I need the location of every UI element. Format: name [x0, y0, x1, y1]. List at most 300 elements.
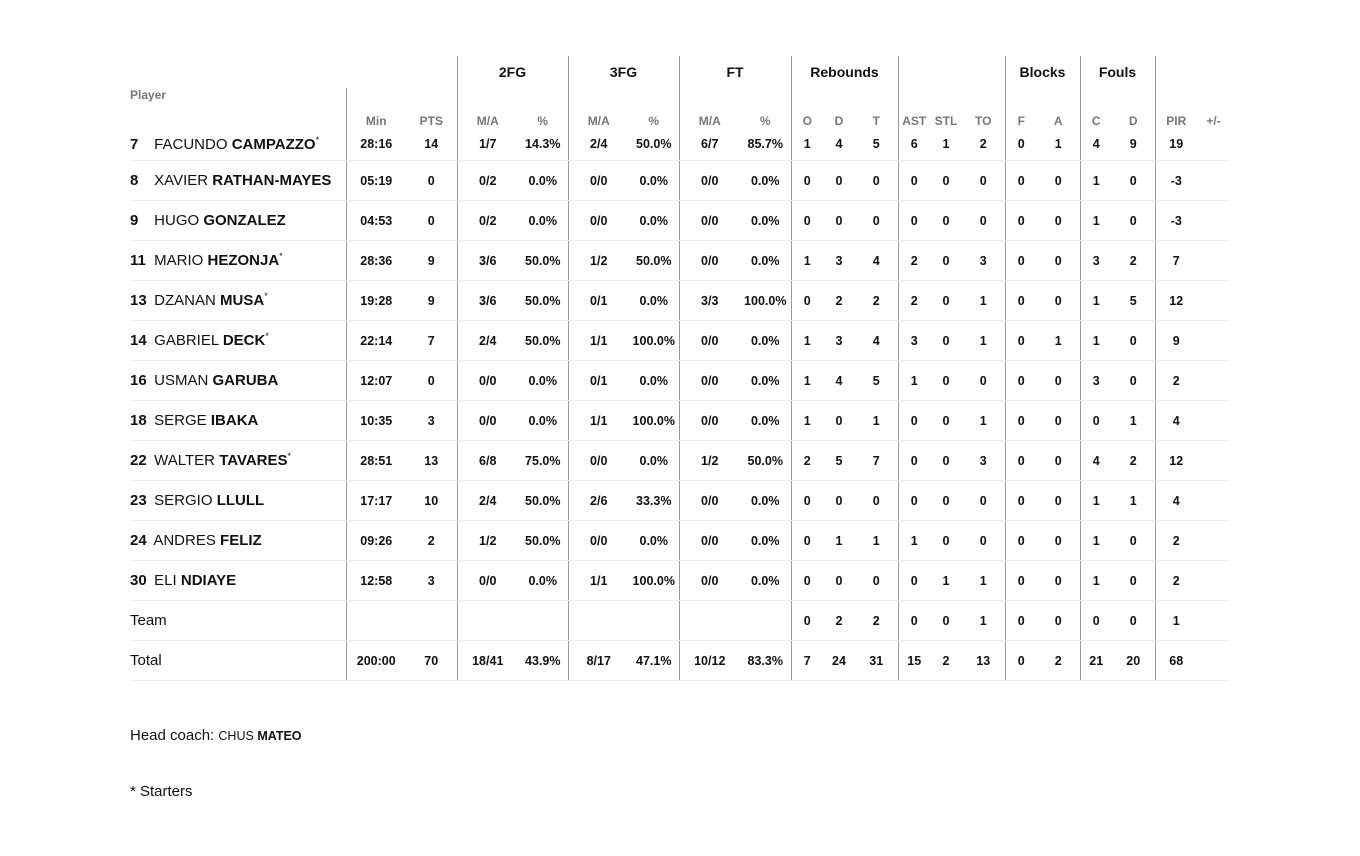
column-header-row	[130, 88, 1230, 128]
stat-fc: 4	[1080, 128, 1112, 161]
stat-to: 0	[962, 201, 1005, 241]
player-number: 16	[130, 372, 147, 389]
stat-fg3-ma: 0/1	[568, 281, 629, 321]
stat-fg3-ma: 0/0	[568, 201, 629, 241]
stat-fc: 1	[1080, 521, 1112, 561]
player-number: 11	[130, 252, 146, 269]
stat-fg3-ma: 0/0	[568, 161, 629, 201]
stat-fc: 1	[1080, 281, 1112, 321]
player-name-cell[interactable]	[130, 481, 346, 521]
player-row[interactable]	[130, 481, 1230, 521]
starter-mark: *	[264, 291, 268, 301]
stat-min: 10:35	[346, 401, 406, 441]
stat-fg3-pct: 0.0%	[629, 441, 679, 481]
player-first-name: ELI	[154, 572, 177, 589]
player-number: 13	[130, 292, 147, 309]
stat-fg3-ma: 1/1	[568, 401, 629, 441]
stat-to: 0	[962, 161, 1005, 201]
col-to: TO	[962, 88, 1005, 128]
total-row-fg3-pct: 47.1%	[629, 641, 679, 681]
stat-o: 1	[791, 241, 823, 281]
player-row[interactable]	[130, 401, 1230, 441]
stat-fg2-pct: 0.0%	[518, 201, 568, 241]
stat-fd: 2	[1112, 241, 1155, 281]
col-blk-f: F	[1017, 114, 1025, 128]
total-row-fg2-ma: 18/41	[457, 641, 518, 681]
team-row-bf: 0	[1005, 601, 1037, 641]
player-name-cell[interactable]	[130, 361, 346, 401]
total-row-fc: 21	[1080, 641, 1112, 681]
stat-ast: 1	[898, 521, 930, 561]
stat-to: 1	[962, 281, 1005, 321]
stat-pm	[1197, 161, 1230, 201]
stat-ft-pct: 0.0%	[740, 241, 791, 281]
stat-ft-pct: 0.0%	[740, 481, 791, 521]
player-row[interactable]	[130, 128, 1230, 161]
total-row-ast: 15	[898, 641, 930, 681]
player-row[interactable]	[130, 561, 1230, 601]
stat-fg3-ma: 2/4	[568, 128, 629, 161]
stat-ft-ma: 0/0	[679, 481, 740, 521]
stat-ba: 1	[1037, 321, 1080, 361]
player-last-name: TAVARES	[219, 452, 288, 469]
stat-ft-ma: 0/0	[679, 321, 740, 361]
stat-ft-pct: 100.0%	[740, 281, 791, 321]
stat-fg2-ma: 0/0	[457, 361, 518, 401]
stat-fg2-ma: 6/8	[457, 441, 518, 481]
stat-pts: 14	[406, 128, 457, 161]
stat-pir: 19	[1155, 128, 1197, 161]
stat-bf: 0	[1005, 201, 1037, 241]
stat-stl: 0	[930, 401, 962, 441]
stat-fg2-ma: 3/6	[457, 241, 518, 281]
stat-stl: 0	[930, 321, 962, 361]
team-row-ba: 0	[1037, 601, 1080, 641]
stat-pir: 4	[1155, 481, 1197, 521]
player-name-cell[interactable]	[130, 321, 346, 361]
player-name-cell[interactable]	[130, 561, 346, 601]
team-row-d: 2	[823, 601, 855, 641]
stat-to: 1	[962, 401, 1005, 441]
team-row-ast: 0	[898, 601, 930, 641]
stat-t: 1	[855, 521, 898, 561]
stat-ba: 0	[1037, 441, 1080, 481]
stat-pts: 10	[406, 481, 457, 521]
stat-pir: 4	[1155, 401, 1197, 441]
stat-bf: 0	[1005, 321, 1037, 361]
player-number: 14	[130, 332, 147, 349]
player-row[interactable]	[130, 241, 1230, 281]
stat-pts: 0	[406, 201, 457, 241]
stat-d: 2	[823, 281, 855, 321]
stat-ft-ma: 0/0	[679, 561, 740, 601]
stat-t: 4	[855, 321, 898, 361]
stat-to: 1	[962, 561, 1005, 601]
player-name-cell[interactable]	[130, 128, 346, 161]
stat-fg3-pct: 0.0%	[629, 521, 679, 561]
player-first-name: FACUNDO	[154, 135, 228, 153]
stat-t: 1	[855, 401, 898, 441]
team-row-fg3-ma	[568, 601, 629, 641]
stat-pir: 2	[1155, 561, 1197, 601]
total-row	[130, 641, 1230, 681]
stat-stl: 0	[930, 201, 962, 241]
player-number: 23	[130, 492, 147, 509]
stat-t: 5	[855, 128, 898, 161]
stat-fg3-ma: 1/2	[568, 241, 629, 281]
stat-min: 05:19	[346, 161, 406, 201]
stat-fc: 1	[1080, 321, 1112, 361]
stat-fg3-pct: 100.0%	[629, 321, 679, 361]
stat-fg3-ma: 0/0	[568, 521, 629, 561]
group-header-row	[130, 56, 1230, 88]
stat-bf: 0	[1005, 441, 1037, 481]
stat-fg2-pct: 14.3%	[518, 128, 568, 161]
total-row-bf: 0	[1005, 641, 1037, 681]
stat-fg2-pct: 0.0%	[518, 361, 568, 401]
stat-d: 0	[823, 481, 855, 521]
stat-fg3-pct: 50.0%	[629, 241, 679, 281]
col-3fg-pct: %	[629, 88, 679, 128]
col-foul-d: D	[1112, 88, 1155, 128]
player-row[interactable]	[130, 521, 1230, 561]
col-pir: PIR	[1166, 114, 1187, 128]
player-row[interactable]	[130, 161, 1230, 201]
stat-to: 1	[962, 321, 1005, 361]
total-row-fg3-ma: 8/17	[568, 641, 629, 681]
stat-ft-pct: 0.0%	[740, 361, 791, 401]
stat-pm	[1197, 521, 1230, 561]
stat-fg2-pct: 50.0%	[518, 521, 568, 561]
stat-pir: 2	[1155, 521, 1197, 561]
stat-stl: 0	[930, 481, 962, 521]
player-name-cell[interactable]	[130, 161, 346, 201]
player-first-name: GABRIEL	[154, 332, 219, 349]
stat-bf: 0	[1005, 401, 1037, 441]
stat-ba: 0	[1037, 281, 1080, 321]
stat-stl: 0	[930, 361, 962, 401]
stat-ast: 0	[898, 481, 930, 521]
col-ast: AST	[902, 114, 927, 128]
team-row-pm	[1197, 601, 1230, 641]
stat-d: 4	[823, 128, 855, 161]
group-rebounds: Rebounds	[791, 56, 898, 88]
stat-fd: 2	[1112, 441, 1155, 481]
stat-pm	[1197, 441, 1230, 481]
stat-pm	[1197, 241, 1230, 281]
stat-ft-ma: 3/3	[679, 281, 740, 321]
total-row-pts: 70	[406, 641, 457, 681]
stat-ft-ma: 0/0	[679, 241, 740, 281]
stat-fg3-pct: 0.0%	[629, 361, 679, 401]
stat-ast: 2	[898, 241, 930, 281]
starter-mark: *	[279, 251, 283, 261]
stat-stl: 1	[930, 128, 962, 161]
stat-pts: 9	[406, 281, 457, 321]
stat-fg2-ma: 0/2	[457, 161, 518, 201]
player-name-cell[interactable]	[130, 401, 346, 441]
total-row-stl: 2	[930, 641, 962, 681]
stat-fg2-pct: 0.0%	[518, 401, 568, 441]
stat-to: 2	[962, 128, 1005, 161]
box-score-table	[130, 56, 1230, 681]
stat-fg3-pct: 0.0%	[629, 161, 679, 201]
player-row[interactable]	[130, 441, 1230, 481]
head-coach-last-name: MATEO	[257, 729, 302, 743]
player-first-name: MARIO	[154, 252, 204, 269]
player-row[interactable]	[130, 361, 1230, 401]
stat-d: 0	[823, 401, 855, 441]
team-row-to: 1	[962, 601, 1005, 641]
stat-fd: 1	[1112, 481, 1155, 521]
stat-to: 0	[962, 361, 1005, 401]
stat-d: 0	[823, 161, 855, 201]
player-last-name: CAMPAZZO	[231, 135, 316, 153]
stat-t: 0	[855, 201, 898, 241]
stat-ft-ma: 1/2	[679, 441, 740, 481]
stat-fg2-ma: 1/2	[457, 521, 518, 561]
stat-o: 0	[791, 161, 823, 201]
player-name-cell[interactable]	[130, 241, 346, 281]
player-number: 18	[130, 412, 147, 429]
stat-fc: 3	[1080, 361, 1112, 401]
group-3fg: 3FG	[568, 56, 679, 88]
player-row[interactable]	[130, 281, 1230, 321]
head-coach-line	[130, 727, 302, 744]
col-3fg-ma: M/A	[587, 114, 610, 128]
player-last-name: GONZALEZ	[203, 212, 286, 229]
player-first-name: ANDRES	[153, 532, 216, 549]
group-blocks: Blocks	[1005, 56, 1080, 88]
stat-fg2-pct: 50.0%	[518, 241, 568, 281]
stat-ft-ma: 0/0	[679, 161, 740, 201]
stat-ast: 0	[898, 441, 930, 481]
stat-o: 2	[791, 441, 823, 481]
stat-stl: 1	[930, 561, 962, 601]
stat-o: 1	[791, 321, 823, 361]
stat-fd: 0	[1112, 161, 1155, 201]
stat-bf: 0	[1005, 128, 1037, 161]
stat-fg2-pct: 0.0%	[518, 561, 568, 601]
stat-pm	[1197, 281, 1230, 321]
stat-t: 4	[855, 241, 898, 281]
col-reb-o: O	[802, 114, 812, 128]
stat-ft-ma: 6/7	[679, 128, 740, 161]
player-last-name: NDIAYE	[180, 572, 237, 589]
stat-o: 0	[791, 201, 823, 241]
player-last-name: MUSA	[220, 292, 265, 309]
team-row-label: Team	[130, 601, 346, 641]
starter-mark: *	[265, 331, 269, 341]
stat-fd: 9	[1112, 128, 1155, 161]
stat-ast: 0	[898, 561, 930, 601]
stat-fc: 1	[1080, 201, 1112, 241]
stat-d: 1	[823, 521, 855, 561]
col-2fg-ma: M/A	[476, 114, 499, 128]
stat-bf: 0	[1005, 241, 1037, 281]
player-first-name: XAVIER	[154, 172, 209, 189]
player-last-name: FELIZ	[220, 532, 262, 549]
col-player: Player	[130, 88, 346, 128]
player-first-name: WALTER	[154, 452, 216, 469]
stat-ba: 0	[1037, 561, 1080, 601]
stat-to: 3	[962, 241, 1005, 281]
stat-fg3-pct: 50.0%	[629, 128, 679, 161]
stat-ba: 0	[1037, 201, 1080, 241]
stat-fg2-ma: 1/7	[457, 128, 518, 161]
total-row-min: 200:00	[346, 641, 406, 681]
stat-fd: 0	[1112, 521, 1155, 561]
col-foul-c: C	[1091, 114, 1101, 128]
group-fouls: Fouls	[1080, 56, 1155, 88]
player-name-cell[interactable]	[130, 521, 346, 561]
stat-fg3-ma: 0/0	[568, 441, 629, 481]
head-coach-label: Head coach:	[130, 727, 215, 744]
stat-fd: 0	[1112, 201, 1155, 241]
team-row-t: 2	[855, 601, 898, 641]
team-row-pir: 1	[1155, 601, 1197, 641]
stat-ast: 2	[898, 281, 930, 321]
total-row-d: 24	[823, 641, 855, 681]
stat-fg3-ma: 1/1	[568, 321, 629, 361]
stat-fg2-pct: 50.0%	[518, 321, 568, 361]
stat-min: 28:36	[346, 241, 406, 281]
stat-pts: 13	[406, 441, 457, 481]
head-coach-first-name: CHUS	[218, 729, 254, 743]
stat-min: 22:14	[346, 321, 406, 361]
stat-min: 04:53	[346, 201, 406, 241]
stat-fd: 0	[1112, 361, 1155, 401]
stat-bf: 0	[1005, 281, 1037, 321]
team-row-min	[346, 601, 406, 641]
stat-pir: 2	[1155, 361, 1197, 401]
stat-pir: -3	[1155, 161, 1197, 201]
stat-fg3-pct: 0.0%	[629, 201, 679, 241]
stat-pts: 9	[406, 241, 457, 281]
stat-d: 0	[823, 201, 855, 241]
total-row-t: 31	[855, 641, 898, 681]
stat-t: 0	[855, 561, 898, 601]
total-row-ft-ma: 10/12	[679, 641, 740, 681]
stat-t: 2	[855, 281, 898, 321]
player-name-cell[interactable]	[130, 201, 346, 241]
stat-fd: 1	[1112, 401, 1155, 441]
col-reb-t: T	[855, 88, 898, 128]
player-number: 8	[130, 172, 139, 189]
stat-fg2-pct: 50.0%	[518, 481, 568, 521]
player-last-name: IBAKA	[210, 412, 259, 429]
player-row[interactable]	[130, 321, 1230, 361]
starters-note: * Starters	[130, 783, 193, 800]
team-row-fg3-pct	[629, 601, 679, 641]
stat-t: 0	[855, 481, 898, 521]
stat-fg2-pct: 75.0%	[518, 441, 568, 481]
stat-fg3-pct: 0.0%	[629, 281, 679, 321]
stat-fd: 0	[1112, 561, 1155, 601]
team-row-pts	[406, 601, 457, 641]
stat-t: 0	[855, 161, 898, 201]
stat-ft-pct: 85.7%	[740, 128, 791, 161]
stat-fg3-pct: 100.0%	[629, 561, 679, 601]
stat-d: 3	[823, 241, 855, 281]
stat-ft-pct: 0.0%	[740, 201, 791, 241]
stat-t: 5	[855, 361, 898, 401]
total-row-to: 13	[962, 641, 1005, 681]
team-row-stl: 0	[930, 601, 962, 641]
stat-fg3-pct: 33.3%	[629, 481, 679, 521]
stat-fg2-pct: 0.0%	[518, 161, 568, 201]
player-first-name: SERGE	[154, 412, 207, 429]
stat-bf: 0	[1005, 481, 1037, 521]
stat-ft-ma: 0/0	[679, 201, 740, 241]
stat-min: 09:26	[346, 521, 406, 561]
stat-d: 3	[823, 321, 855, 361]
stat-fg3-ma: 0/1	[568, 361, 629, 401]
stat-ft-pct: 50.0%	[740, 441, 791, 481]
stat-fg2-ma: 2/4	[457, 481, 518, 521]
stat-ast: 6	[898, 128, 930, 161]
player-number: 24	[130, 532, 147, 549]
head-coach-name	[218, 729, 301, 743]
stat-pm	[1197, 128, 1230, 161]
stat-ft-pct: 0.0%	[740, 321, 791, 361]
stat-o: 0	[791, 561, 823, 601]
player-first-name: HUGO	[154, 212, 200, 229]
stat-min: 17:17	[346, 481, 406, 521]
stat-pts: 2	[406, 521, 457, 561]
stat-ft-pct: 0.0%	[740, 561, 791, 601]
player-name-cell[interactable]	[130, 441, 346, 481]
total-row-pm	[1197, 641, 1230, 681]
stat-ba: 0	[1037, 481, 1080, 521]
stat-ast: 0	[898, 161, 930, 201]
stat-o: 1	[791, 128, 823, 161]
stat-ft-ma: 0/0	[679, 401, 740, 441]
stat-pts: 3	[406, 401, 457, 441]
stat-t: 7	[855, 441, 898, 481]
team-row-fc: 0	[1080, 601, 1112, 641]
stat-ft-pct: 0.0%	[740, 161, 791, 201]
stat-fd: 5	[1112, 281, 1155, 321]
stat-ba: 0	[1037, 241, 1080, 281]
team-row-o: 0	[791, 601, 823, 641]
player-row[interactable]	[130, 201, 1230, 241]
stat-pm	[1197, 561, 1230, 601]
stat-stl: 0	[930, 441, 962, 481]
col-pts: PTS	[406, 88, 457, 128]
total-row-ft-pct: 83.3%	[740, 641, 791, 681]
stat-bf: 0	[1005, 521, 1037, 561]
col-ft-pct: %	[740, 88, 791, 128]
stat-d: 4	[823, 361, 855, 401]
player-name-cell[interactable]	[130, 281, 346, 321]
stat-ft-pct: 0.0%	[740, 521, 791, 561]
stat-min: 19:28	[346, 281, 406, 321]
group-ft: FT	[679, 56, 791, 88]
col-blk-a: A	[1037, 88, 1080, 128]
stat-o: 0	[791, 281, 823, 321]
team-row-ft-ma	[679, 601, 740, 641]
team-row-fd: 0	[1112, 601, 1155, 641]
group-2fg: 2FG	[457, 56, 568, 88]
player-number: 7	[130, 135, 139, 153]
player-number: 22	[130, 452, 147, 469]
total-row-fd: 20	[1112, 641, 1155, 681]
stat-fg2-ma: 0/0	[457, 561, 518, 601]
stat-fc: 0	[1080, 401, 1112, 441]
stat-bf: 0	[1005, 161, 1037, 201]
stat-fg3-ma: 2/6	[568, 481, 629, 521]
